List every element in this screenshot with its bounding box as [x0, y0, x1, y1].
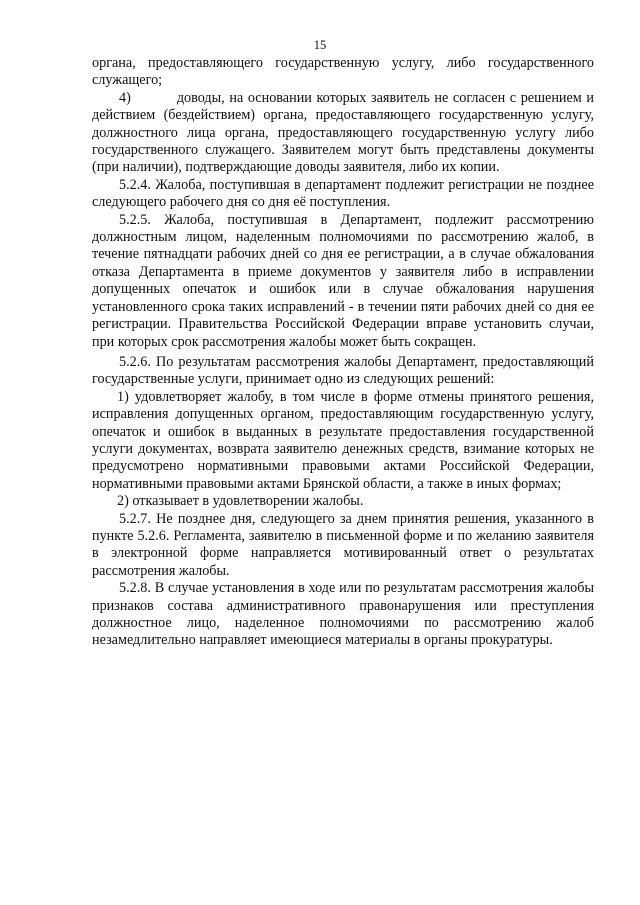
paragraph-5-2-6-item-2: 2) отказывает в удовлетворении жалобы.: [117, 493, 364, 510]
paragraph-5-2-6-item-1: 1) удовлетворяет жалобу, в том числе в форме отмены принятого решения, исправления допущенных органом, предоставляющим государственную услугу, опечаток и ошибок в выданных в результате предоставления государственной услуги документах, возврата заявителю денежных средств, взимание которых не предусмотрено нормативными правовыми актами Российской Федерации, нормативными правовыми актами Брянской области, а также в иных формах;: [92, 388, 594, 492]
document-body: [92, 55, 594, 650]
paragraph-continuation: органа, предоставляющего государственную услугу, либо государственного служащего;: [92, 55, 594, 89]
paragraph-5-2-7: 5.2.7. Не позднее дня, следующего за днем принятия решения, указанного в пункте 5.2.6. Регламента, заявителю в письменной форме и по желанию заявителя в электронной форме направляется мотивированный ответ о результатах рассмотрения жалобы.: [92, 510, 594, 579]
paragraph-5-2-8: 5.2.8. В случае установления в ходе или по результатам рассмотрения жалобы признаков состава административного правонарушения или преступления должностное лицо, наделенное полномочиями по рассмотрению жалоб незамедлительно направляет имеющиеся материалы в органы прокуратуры.: [92, 580, 594, 649]
item-4-text: доводы, на основании которых заявитель не согласен с решением и действием (бездействием) органа, предоставляющего государственную услугу, должностного лица органа, предоставляющего государственную услугу либо государственного служащего. Заявителем могут быть представлены документы (при наличии), подтверждающие доводы заявителя, либо их копии.: [92, 89, 594, 176]
paragraph-5-2-5: 5.2.5. Жалоба, поступившая в Департамент, подлежит рассмотрению должностным лицом, наделенным полномочиями по рассмотрению жалоб, в течение пятнадцати рабочих дней со дня ее регистрации, а в случае обжалования отказа Департамента в приеме документов у заявителя либо в исправлении допущенных опечаток и ошибок или в случае обжалования нарушения установленного срока таких исправлений - в течении пяти рабочих дней со дня ее регистрации. Правительства Российской Федерации вправе установить случаи, при которых срок рассмотрения жалобы может быть сокращен.: [92, 211, 594, 350]
paragraph-5-2-6: 5.2.6. По результатам рассмотрения жалобы Департамент, предоставляющий государственные услуги, принимает одно из следующих решений:: [92, 353, 594, 388]
page-number: 15: [313, 38, 327, 52]
paragraph-item-4: [92, 90, 594, 177]
paragraph-5-2-4: 5.2.4. Жалоба, поступившая в департамент подлежит регистрации не позднее следующего рабочего дня со дня её поступления.: [92, 176, 594, 211]
item-4-number: 4): [119, 89, 131, 106]
